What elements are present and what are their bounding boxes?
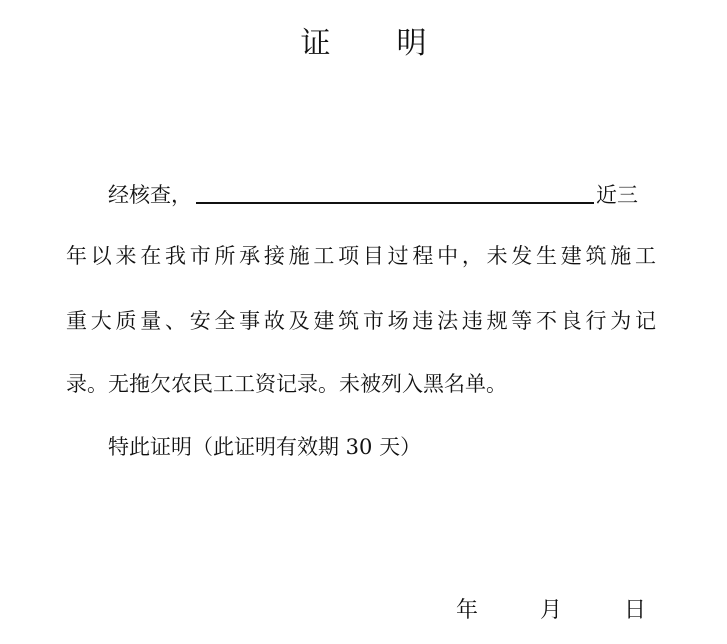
company-name-blank <box>196 180 594 204</box>
title-char-2: 明 <box>396 26 427 61</box>
body-line-1 <box>108 180 656 210</box>
body-line-2: 年以来在我市所承接施工项目过程中，未发生建筑施工 <box>66 244 656 268</box>
line1-suffix: 近三 <box>596 183 638 207</box>
date-year: 年 <box>456 598 479 623</box>
date-day: 日 <box>624 598 647 623</box>
body-line-4: 录。无拖欠农民工工资记录。未被列入黑名单。 <box>66 372 507 396</box>
document-title <box>0 22 727 66</box>
date-line <box>456 596 646 626</box>
date-month: 月 <box>540 598 563 623</box>
line1-prefix: 经核查， <box>108 183 192 207</box>
body-line-3: 重大质量、安全事故及建筑市场违法违规等不良行为记 <box>66 309 656 333</box>
body-line-5: 特此证明（此证明有效期 30 天） <box>108 435 422 459</box>
title-char-1: 证 <box>300 26 331 61</box>
